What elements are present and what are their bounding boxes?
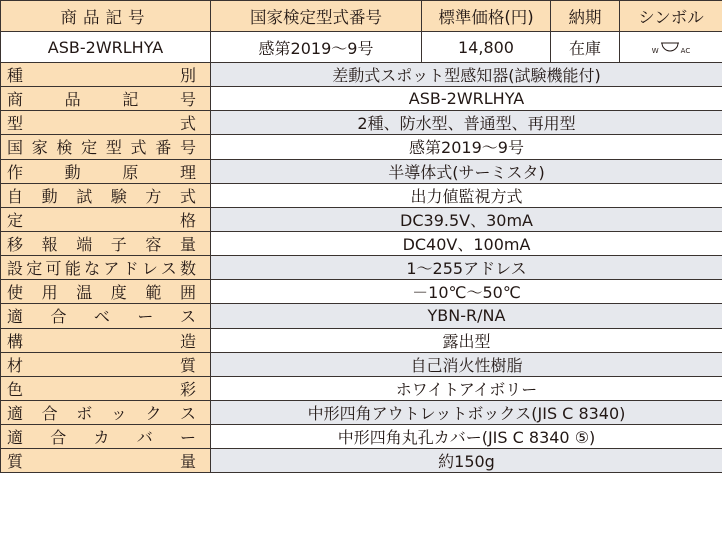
spec-label: 適合ベース	[1, 304, 211, 328]
spec-value: YBN-R/NA	[211, 304, 722, 328]
spec-value: 差動式スポット型感知器(試験機能付)	[211, 63, 722, 87]
summary-row	[1, 32, 722, 63]
summary-symbol	[620, 32, 722, 63]
spec-value: 自己消火性樹脂	[211, 352, 722, 376]
summary-certification-no: 感第2019～9号	[211, 32, 422, 63]
detector-symbol-icon	[652, 41, 690, 55]
spec-value: 1～255アドレス	[211, 256, 722, 280]
spec-table-body	[1, 1, 722, 473]
header-row	[1, 1, 722, 32]
spec-value: 感第2019～9号	[211, 135, 722, 159]
spec-value: ASB-2WRLHYA	[211, 87, 722, 111]
spec-value: －10℃～50℃	[211, 280, 722, 304]
spec-row	[1, 425, 722, 449]
spec-row	[1, 304, 722, 328]
spec-value: ホワイトアイボリー	[211, 376, 722, 400]
spec-label: 国家検定型式番号	[1, 135, 211, 159]
spec-label: 質量	[1, 449, 211, 473]
spec-row	[1, 449, 722, 473]
spec-label: 適合ボックス	[1, 400, 211, 424]
header-standard-price: 標準価格(円)	[422, 1, 551, 32]
spec-row	[1, 376, 722, 400]
spec-row	[1, 63, 722, 87]
spec-row	[1, 256, 722, 280]
spec-label: 作動原理	[1, 159, 211, 183]
spec-label: 自動試験方式	[1, 183, 211, 207]
header-symbol: シンボル	[620, 1, 722, 32]
spec-value: 中形四角丸孔カバー(JIS C 8340 ⑤)	[211, 425, 722, 449]
spec-row	[1, 280, 722, 304]
spec-row	[1, 159, 722, 183]
spec-label: 設定可能なアドレス数	[1, 256, 211, 280]
summary-product-code: ASB-2WRLHYA	[1, 32, 211, 63]
spec-row	[1, 135, 722, 159]
detector-dome-icon	[660, 41, 680, 55]
symbol-ac-label: AC	[680, 46, 691, 55]
spec-row	[1, 183, 722, 207]
spec-value: DC39.5V、30mA	[211, 207, 722, 231]
header-product-code: 商品記号	[1, 1, 211, 32]
spec-row	[1, 352, 722, 376]
spec-label: 移報端子容量	[1, 231, 211, 255]
symbol-w-label: W	[651, 46, 659, 55]
spec-row	[1, 231, 722, 255]
spec-value: 中形四角アウトレットボックス(JIS C 8340)	[211, 400, 722, 424]
summary-standard-price: 14,800	[422, 32, 551, 63]
spec-row	[1, 400, 722, 424]
spec-value: 露出型	[211, 328, 722, 352]
header-certification-no: 国家検定型式番号	[211, 1, 422, 32]
spec-label: 色彩	[1, 376, 211, 400]
spec-label: 構造	[1, 328, 211, 352]
spec-label: 定格	[1, 207, 211, 231]
spec-value: DC40V、100mA	[211, 231, 722, 255]
spec-row	[1, 207, 722, 231]
spec-value: 半導体式(サーミスタ)	[211, 159, 722, 183]
spec-row	[1, 328, 722, 352]
header-delivery: 納期	[551, 1, 620, 32]
spec-label: 材質	[1, 352, 211, 376]
spec-row	[1, 111, 722, 135]
spec-value: 出力値監視方式	[211, 183, 722, 207]
summary-delivery: 在庫	[551, 32, 620, 63]
spec-label: 型式	[1, 111, 211, 135]
spec-row	[1, 87, 722, 111]
spec-label: 種別	[1, 63, 211, 87]
spec-label: 適合カバー	[1, 425, 211, 449]
spec-value: 約150g	[211, 449, 722, 473]
spec-label: 商品記号	[1, 87, 211, 111]
spec-value: 2種、防水型、普通型、再用型	[211, 111, 722, 135]
spec-label: 使用温度範囲	[1, 280, 211, 304]
